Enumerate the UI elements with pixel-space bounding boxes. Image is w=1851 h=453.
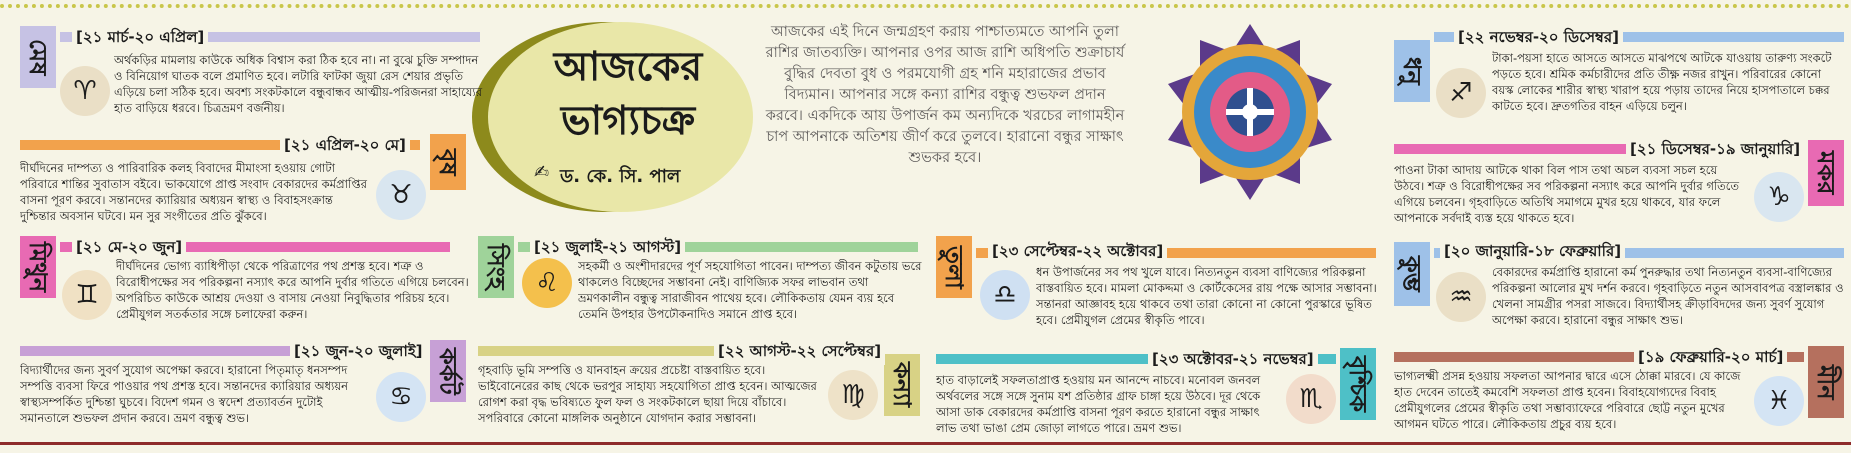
- card-name-mesh: মেষ: [20, 26, 56, 88]
- card-date-kanya: [২২ আগস্ট-২২ সেপ্টেম্বর]: [714, 340, 885, 365]
- card-date-kumbha: [২০ জানুয়ারি-১৮ ফেব্রুয়ারি]: [1440, 240, 1625, 265]
- bottom-border: [0, 442, 1851, 445]
- page-title: আজকের ভাগ্যচক্র: [553, 44, 703, 144]
- card-name-karkat: কর্কট: [430, 340, 466, 402]
- card-date-mesh: [২১ মার্চ-২০ এপ্রিল]: [72, 26, 208, 51]
- card-text-kanya: গৃহবাড়ি ভূমি সম্পত্তি ও যানবাহন ক্রয়ের প্রচেষ্টা বাস্তবায়িত হবে। ভাইবোনেরের কাছ থেকে ভরপুর সাহায্য সহযোগিতা প্রাপ্ত হবেন। আত্মজের রোগশ করা বৃদ্ধ ভবিষ্যতে ফুল ফল ও সংকটকালে ছায়া দিয়ে বাঁচাবে। সপরিবারে কোনো মাঙ্গলিক অনুষ্ঠানে যোগদান করার সম্ভাবনা।: [478, 363, 817, 425]
- card-text-brischik: হাত বাড়ালেই সফলতাপ্রাপ্ত হওয়ায় মন আনন্দে নাচবে। মনোবল জনবল অর্থবলের সঙ্গে সঙ্গে সুনাম যশ প্রতিষ্ঠার গ্রাফ চাঙ্গা হয়ে উঠবে। দূর থেকে আসা ডাক বেকারদের কর্মপ্রাপ্তি বাসনা পূরণ করতে হারানো বন্ধুর সাক্ষাৎ লাভ তথা ভাঙা প্রেম জোড়া লাগতে পারে। ভ্রমণ শুভ।: [936, 373, 1261, 435]
- card-text-makar: পাওনা টাকা আদায় আটকে থাকা বিল পাস তথা অচল ব্যবসা সচল হয়ে উঠবে। শত্রু ও বিরোধীপক্ষের সব পরিকল্পনা নস্যাৎ করে আপনি দুর্বার গতিতে এগিয়ে চলবেন। গৃহবাড়িতে অতিথি সমাগমে মুখর হয়ে থাকবে, যার ফলে আপনাকে সর্বদাই ব্যস্ত হয়ে থাকতে হবে।: [1394, 163, 1740, 225]
- card-name-brischik: বৃশ্চিক: [1340, 348, 1376, 420]
- card-name-meen: মীন: [1808, 346, 1844, 418]
- card-dhanu: [1394, 26, 1844, 136]
- card-brischik: [936, 340, 1386, 440]
- card-karkat: [20, 340, 470, 440]
- card-meen: [1394, 340, 1844, 440]
- author-name: ড. কে. সি. পাল: [560, 166, 681, 187]
- sagittarius-icon: ♐: [1436, 68, 1486, 118]
- card-name-kanya: কন্যা: [884, 354, 920, 416]
- card-name-singha: সিংহ: [478, 236, 514, 298]
- cancer-icon: ♋: [376, 372, 426, 422]
- intro-text: আজকের এই দিনে জন্মগ্রহণ করায় পাশ্চাত্যমতে আপনি তুলা রাশির জাতব্যক্তি। আপনার ওপর আজ রাশি অধিপতি শুক্রাচার্য বুদ্ধির দেবতা বুধ ও পরমযোগী গ্রহ শনি মহারাজের প্রভাব বিদ্যমান। আপনার সঙ্গে কন্যা রাশির বন্ধুত্ব শুভফল প্রদান করবে। একদিকে আয় উপার্জন কম অন্যদিকে খরচের লাগামহীন চাপ আপনাকে অতিশয় জীর্ণ করে তুলবে। হারানো বন্ধুর সাক্ষাৎ শুভকর হবে।: [765, 24, 1125, 166]
- card-kanya: [478, 340, 928, 440]
- scorpio-icon: ♏: [1286, 374, 1336, 424]
- card-text-brisha: দীর্ঘদিনের দাম্পত্য ও পারিবারিক কলহ বিবাদের মীমাংসা হওয়ায় গোটা পরিবারে শান্তির সুবাতাস বইবে। ভাকযোগে প্রাপ্ত সংবাদ বেকারদের কর্মপ্রাপ্তির বাসনা পূরণ করবে। সন্তানদের ক্যারিয়ার অধ্যয়ন স্বাস্থ্য ও বিবাহসংক্রান্ত দুশ্চিন্তার অবসান ঘটবে। মন সুর সংগীতের প্রতি ঝুঁকবে।: [20, 161, 367, 223]
- card-date-tula: [২৩ সেপ্টেম্বর-২২ অক্টোবর]: [988, 240, 1167, 265]
- card-text-tula: ধন উপার্জনের সব পথ খুলে যাবে। নিত্যনতুন ব্যবসা বাণিজ্যের পরিকল্পনা বাস্তবায়িত হবে। মামলা মোকদ্দমা ও কোর্টকেসের রায় পক্ষে আসার সম্ভাবনা। সন্তানরা আজ্ঞাবহ হয়ে থাকবে তথা তারা কোনো না কোনো পুরস্কারে ভূষিত হবে। প্রেমীযুগল প্রেমের স্বীকৃতি পাবে।: [1036, 265, 1377, 327]
- card-date-karkat: [২১ জুন-২০ জুলাই]: [290, 340, 427, 365]
- card-text-singha: সহকর্মী ও অংশীদারদের পূর্ণ সহযোগিতা পাবেন। দাম্পত্য জীবন কটুতায় ভরে থাকলেও বিচ্ছেদের সম্ভাবনা নেই। বাণিজ্যিক সফর লাভবান তথা ভ্রমণকালীন বন্ধুত্ব সারাজীবন পাথেয় হবে। লৌকিকতায় যেমন ব্যয় হবে তেমনি উপহার উপঢৌকনাদিও সমানে প্রাপ্ত হবে।: [578, 259, 922, 321]
- top-dotted-border: [0, 4, 1851, 8]
- card-name-tula: তুলা: [936, 236, 972, 298]
- card-date-makar: [২১ ডিসেম্বর-১৯ জানুয়ারি]: [1626, 138, 1804, 163]
- card-mesh: [20, 26, 483, 136]
- card-text-meen: ভাগ্যলক্ষ্মী প্রসন্ন হওয়ায় সফলতা আপনার দ্বারে এসে ঠোক্কা মারবে। যে কাজে হাত দেবেন তাতেই কমবেশি সফলতা প্রাপ্ত হবেন। বিবাহযোগ্যদের বিবাহ প্রেমীযুগলের প্রেমের স্বীকৃতি তথা সম্ভাব্যাফেরে পরিবারে ছোট্ট নতুন মুখের আগমন ঘটতে পারে। লৌকিকতায় প্রচুর ব্যয় হবে।: [1394, 369, 1741, 431]
- card-name-kumbha: কুম্ভ: [1394, 242, 1430, 306]
- card-text-kumbha: বেকারদের কর্মপ্রাপ্তি হারানো কর্ম পুনরুদ্ধার তথা নিত্যনতুন ব্যবসা-বাণিজ্যের পরিকল্পনা আলোর মুখ দর্শন করবে। গৃহবাড়িতে নতুন আসবাবপত্র বস্ত্রালঙ্কার ও খেলনা সামগ্রীর পসরা সাজবে। বিদ্যার্থীসহ ক্রীড়াবিদদের জন্য সুবর্ণ সুযোগ অপেক্ষা করবে। হারানো বন্ধুর সাক্ষাৎ শুভ।: [1492, 265, 1844, 327]
- card-name-mithun: মিথুন: [20, 236, 56, 298]
- card-name-dhanu: ধনু: [1394, 40, 1430, 102]
- card-date-singha: [২১ জুলাই-২১ আগস্ট]: [530, 236, 685, 261]
- card-date-dhanu: [২২ নভেম্বর-২০ ডিসেম্বর]: [1454, 26, 1623, 51]
- card-name-brisha: বৃষ: [430, 134, 466, 190]
- card-text-dhanu: টাকা-পয়সা হাতে আসতে আসতে মাঝপথে আটকে যাওয়ায় তারুণ্য সংকটে পড়তে হবে। শ্রমিক কর্মচারীদের প্রতি তীক্ষ্ণ নজর রাখুন। পরিবারের কোনো বয়স্ক লোকের শারীর স্বাস্থ্য খারাপ হয়ে পড়ায় তাদের নিয়ে হাসপাতালে চক্কর কাটতে হবে। দ্রুতগতির বাহন এড়িয়ে চলুন।: [1492, 51, 1832, 113]
- capricorn-icon: ♑: [1754, 172, 1804, 222]
- card-name-makar: মকর: [1808, 140, 1844, 206]
- zodiac-wheel-icon: [1160, 22, 1340, 202]
- card-mithun: [20, 236, 470, 336]
- card-brisha: [20, 134, 470, 234]
- taurus-icon: ♉: [376, 170, 426, 220]
- card-text-mithun: দীর্ঘদিনের ভোগ্য ব্যাধিপীড়া থেকে পরিত্রাণের পথ প্রশস্ত হবে। শত্রু ও বিরোধীপক্ষের সব পরিকল্পনা নস্যাৎ করে আপনি দুর্বার গতিতে এগিয়ে চলবেন। অপরিচিত কাউকে আশ্রয় দেওয়া ও বাসায় নেওয়া নিবুদ্ধিতার পরিচয় হবে। প্রেমীযুগল সতর্কতার সঙ্গে চলাফেরা করুন।: [116, 259, 469, 321]
- card-kumbha: [1394, 236, 1844, 336]
- aquarius-icon: ♒: [1436, 272, 1486, 322]
- card-date-meen: [১৯ ফেব্রুয়ারি-২০ মার্চ]: [1634, 346, 1787, 371]
- card-tula: [936, 236, 1386, 336]
- card-date-brisha: [২১ এপ্রিল-২০ মে]: [280, 134, 410, 159]
- aries-icon: ♈: [60, 66, 110, 116]
- libra-icon: ♎: [980, 270, 1030, 320]
- card-singha: [478, 236, 928, 336]
- card-date-brischik: [২৩ অক্টোবর-২১ নভেম্বর]: [1148, 348, 1318, 373]
- leo-icon: ♌: [522, 258, 572, 308]
- card-text-mesh: অর্থকড়ির মামলায় কাউকে অধিক বিশ্বাস করা ঠিক হবে না। না বুঝে চুক্তি সম্পাদন ও বিনিয়োগ ঘাতক বলে প্রমাণিত হবে। লটারি ফাটকা জুয়া রেস শেয়ার প্রভৃতি এড়িয়ে চলা সঠিক হবে। অবশ্য সংকটকালে বন্ধুবান্ধব আত্মীয়-পরিজনরা সাহায্যের হাত বাড়িয়ে ধরবে। চিত্রভ্রমণ বর্জনীয়।: [114, 53, 483, 115]
- virgo-icon: ♍: [828, 370, 878, 420]
- gemini-icon: ♊: [62, 270, 112, 320]
- card-text-karkat: বিদ্যার্থীদের জন্য সুবর্ণ সুযোগ অপেক্ষা করবে। হারানো পিতৃমাতৃ ধনসম্পদ সম্পত্তি ব্যবসা ফিরে পাওয়ার পথ প্রশস্ত হবে। সন্তানদের ক্যারিয়ার অধ্যয়ন স্বাস্থ্যসম্পর্কিত দুশ্চিন্তা ঘুচবে। বিদেশ গমন ও স্বদেশ প্রত্যাবর্তন দুটোই সমানতালে শুভফল প্রদান করবে। ভ্রমণ বন্ধুত্ব শুভ।: [20, 363, 349, 425]
- pisces-icon: ♓: [1754, 376, 1804, 426]
- pen-icon: ✍: [534, 162, 550, 183]
- card-date-mithun: [২১ মে-২০ জুন]: [72, 236, 186, 261]
- card-makar: [1394, 134, 1844, 234]
